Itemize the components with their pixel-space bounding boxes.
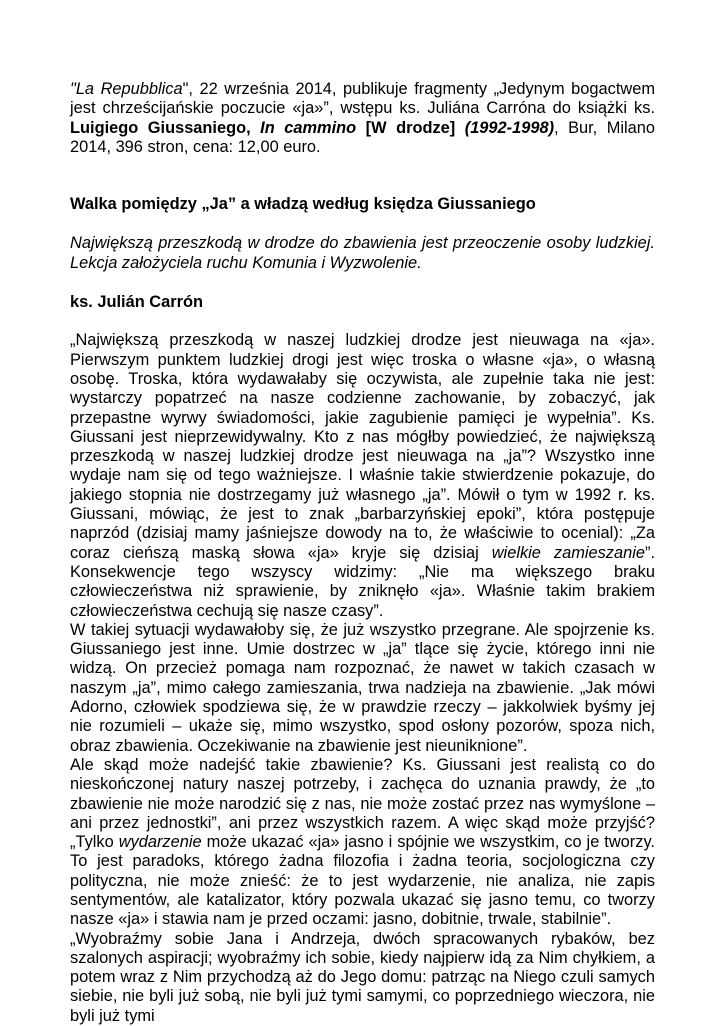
article-heading: Walka pomiędzy „Ja” a władzą według księdza Giussaniego (70, 195, 536, 214)
article-byline: ks. Julián Carrón (70, 293, 203, 312)
body-emphasis: wielkie zamieszanie (491, 543, 645, 562)
body-text: ”. Konsekwencje tego wszyscy widzimy: „Nie ma większego braku człowieczeństwa niż sprawienie, by zniknęło «ja». Właśnie takim brakiem człowieczeństwa cechują się nasze czasy”. (70, 543, 655, 620)
body-emphasis: wydarzenie (118, 833, 202, 852)
book-title-translation: [W drodze] (356, 118, 465, 137)
body-text: „Największą przeszkodą w naszej ludzkiej drodze jest nieuwaga na «ja». Pierwszym punktem ludzkiej drogi jest więc troska o własne «ja», o własną osobę. Troska, która wydawałaby się oczywista, ale zupełnie taka nie jest: wystarczy popatrzeć na nasze codzienne zachowanie, by zobaczyć, jak przepastne wyrwy świadomości, jakie zagubienie pamięci je wypełnia”. Ks. Giussani jest nieprzewidywalny. Kto z nas mógłby powiedzieć, że największą przeszkodą w naszej ludzkiej drodze jest nieuwaga na „ja”? Wszystko inne wydaje nam się od tego ważniejsze. I właśnie takie stwierdzenie pokazuje, do jakiego stopnia nie dostrzegamy już własnego „ja”. Mówił o tym w 1992 r. ks. Giussani, mówiąc, że jest to znak „barbarzyńskiej epoki”, która postępuje naprzód (dzisiaj mamy jaśniejsze dowody na to, że właściwie to ocenial): „Za coraz cieńszą maską słowa «ja» kryje się dzisiaj (70, 331, 655, 562)
body-text: może ukazać «ja» jasno i spójnie we wszystkim, co je tworzy. To jest paradoks, którego żadna filozofia i żadna teoria, socjologiczna czy polityczna, nie może znieść: że to jest wydarzenie, nie analiza, nie zapis sentymentów, ale katalizator, który pozwala ukazać się jasno temu, co tworzy nasze «ja» i stawia nam je przed oczami: jasno, dobitnie, trwale, stabilnie”. (70, 833, 655, 929)
article-lead: Największą przeszkodą w drodze do zbawienia jest przeoczenie osoby ludzkiej. Lekcja założyciela ruchu Komunia i Wyzwolenie. (70, 234, 655, 272)
book-author: Luigiego Giussaniego, (70, 118, 261, 137)
intro-paragraph (70, 80, 655, 157)
document-page (70, 80, 655, 1026)
book-years: (1992-1998) (464, 118, 555, 137)
intro-text: ", 22 września 2014, publikuje fragmenty „Jedynym bogactwem jest chrześcijańskie poczucie «ja»”, wstępu ks. Juliána Carróna do książki ks. (70, 80, 655, 118)
body-paragraph-1 (70, 331, 655, 620)
body-text: Ale skąd może nadejść takie zbawienie? Ks. Giussani jest realistą co do nieskończonej natury naszej potrzeby, i zachęca do uznania prawdy, że „to zbawienie nie może narodzić się z nas, nie może zostać przez nas wymyślone – ani przez jednostki”, ani przez wszystkich razem. A więc skąd może przyjść? „Tylko (70, 755, 655, 852)
body-paragraph-3 (70, 756, 655, 930)
body-paragraph-4: „Wyobraźmy sobie Jana i Andrzeja, dwóch spracowanych rybaków, bez szalonych aspiracji; wyobraźmy ich sobie, kiedy najpierw idą za Nim chyłkiem, a potem wraz z Nim przychodzą aż do Jego domu: patrząc na Niego czuli samych siebie, nie byli już sobą, nie byli już tymi samymi, co poprzedniego wieczora, nie byli już tymi (70, 929, 655, 1025)
publisher-info: , Bur, Milano 2014, 396 stron, cena: 12,00 euro. (70, 118, 655, 156)
body-paragraph-2: W takiej sytuacji wydawałoby się, że już wszystko przegrane. Ale spojrzenie ks. Giussaniego jest inne. Umie dostrzec w „ja” tlące się życie, którego inni nie widzą. On przecież pomaga nam rozpoznać, że nawet w takich czasach w naszym „ja”, mimo całego zamieszania, trwa nadzieja na zbawienie. „Jak mówi Adorno, człowiek spodziewa się, że w prawdzie rzeczy – jakkolwiek byśmy jej nie rozumieli – ukaże się, mimo wszystko, spod osłony pozorów, spoza nich, obraz zbawienia. Oczekiwanie na zbawienie jest nieuniknione”. (70, 620, 655, 755)
newspaper-name: "La Repubblica (70, 80, 183, 98)
book-title: In cammino (260, 118, 357, 137)
